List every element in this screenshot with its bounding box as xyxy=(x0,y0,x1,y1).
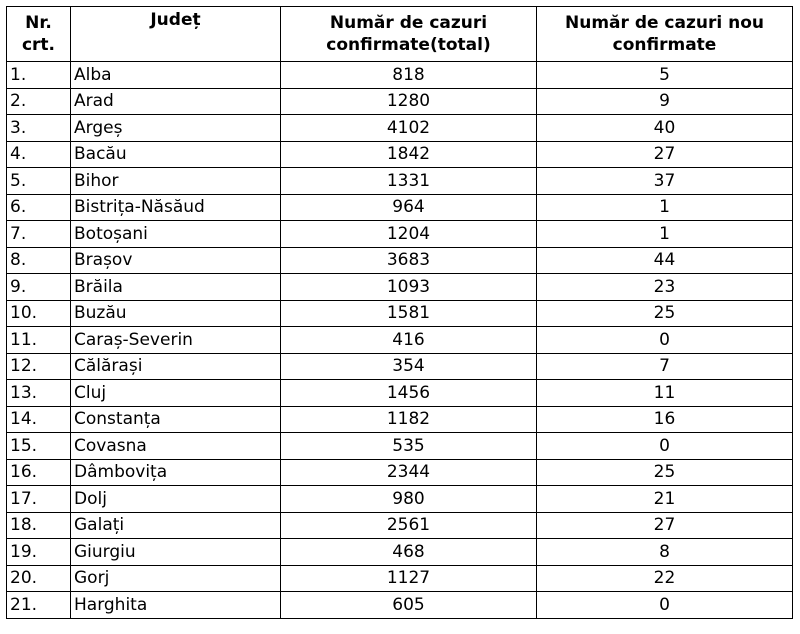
cell-judet: Argeș xyxy=(71,115,281,142)
table-row xyxy=(7,221,793,248)
table-row xyxy=(7,433,793,460)
cell-new-cases: 25 xyxy=(537,459,793,486)
cell-total-cases: 980 xyxy=(281,486,537,513)
header-new-cases xyxy=(537,7,793,62)
cell-nr: 5. xyxy=(7,168,71,195)
cell-new-cases: 25 xyxy=(537,300,793,327)
table-header xyxy=(7,7,793,62)
cell-new-cases: 9 xyxy=(537,88,793,115)
header-judet-label: Județ xyxy=(150,10,201,30)
cell-judet: Călărași xyxy=(71,353,281,380)
table-body xyxy=(7,62,793,619)
table-row xyxy=(7,274,793,301)
cell-nr: 9. xyxy=(7,274,71,301)
cell-total-cases: 1280 xyxy=(281,88,537,115)
cell-nr: 20. xyxy=(7,565,71,592)
cell-judet: Brașov xyxy=(71,247,281,274)
cell-judet: Gorj xyxy=(71,565,281,592)
cell-judet: Harghita xyxy=(71,592,281,619)
header-new-line-1: Număr de cazuri nou xyxy=(565,13,764,33)
header-row xyxy=(7,7,793,62)
cell-nr: 11. xyxy=(7,327,71,354)
cell-judet: Bacău xyxy=(71,141,281,168)
table-row xyxy=(7,406,793,433)
cell-new-cases: 8 xyxy=(537,539,793,566)
cell-total-cases: 1093 xyxy=(281,274,537,301)
cell-nr: 13. xyxy=(7,380,71,407)
cell-judet: Arad xyxy=(71,88,281,115)
cell-judet: Cluj xyxy=(71,380,281,407)
table-row xyxy=(7,168,793,195)
cell-total-cases: 2344 xyxy=(281,459,537,486)
cell-total-cases: 416 xyxy=(281,327,537,354)
cell-total-cases: 818 xyxy=(281,62,537,89)
header-total-cases xyxy=(281,7,537,62)
header-new-line-2: confirmate xyxy=(612,35,717,55)
cell-total-cases: 1127 xyxy=(281,565,537,592)
cell-total-cases: 1842 xyxy=(281,141,537,168)
cell-judet: Buzău xyxy=(71,300,281,327)
cell-judet: Galați xyxy=(71,512,281,539)
cell-nr: 4. xyxy=(7,141,71,168)
table-row xyxy=(7,512,793,539)
cell-new-cases: 23 xyxy=(537,274,793,301)
cell-new-cases: 37 xyxy=(537,168,793,195)
cell-nr: 15. xyxy=(7,433,71,460)
cell-judet: Constanța xyxy=(71,406,281,433)
cell-total-cases: 2561 xyxy=(281,512,537,539)
cell-new-cases: 44 xyxy=(537,247,793,274)
header-nr-line-1: Nr. xyxy=(25,13,52,33)
cell-new-cases: 1 xyxy=(537,221,793,248)
cell-new-cases: 0 xyxy=(537,327,793,354)
table-row xyxy=(7,565,793,592)
cell-total-cases: 1331 xyxy=(281,168,537,195)
cell-total-cases: 468 xyxy=(281,539,537,566)
header-total-line-1: Număr de cazuri xyxy=(329,13,488,33)
cell-nr: 19. xyxy=(7,539,71,566)
cell-total-cases: 964 xyxy=(281,194,537,221)
cell-judet: Bihor xyxy=(71,168,281,195)
cell-new-cases: 5 xyxy=(537,62,793,89)
table-row xyxy=(7,486,793,513)
table-row xyxy=(7,194,793,221)
cell-judet: Alba xyxy=(71,62,281,89)
header-judet xyxy=(71,7,281,62)
cell-judet: Covasna xyxy=(71,433,281,460)
cell-new-cases: 27 xyxy=(537,512,793,539)
cell-nr: 1. xyxy=(7,62,71,89)
table-row xyxy=(7,88,793,115)
cell-total-cases: 1182 xyxy=(281,406,537,433)
cell-judet: Dâmbovița xyxy=(71,459,281,486)
cell-total-cases: 1204 xyxy=(281,221,537,248)
cell-nr: 12. xyxy=(7,353,71,380)
table-row xyxy=(7,380,793,407)
cell-judet: Dolj xyxy=(71,486,281,513)
table-row xyxy=(7,115,793,142)
table-row xyxy=(7,300,793,327)
cell-new-cases: 21 xyxy=(537,486,793,513)
cell-total-cases: 3683 xyxy=(281,247,537,274)
cell-nr: 8. xyxy=(7,247,71,274)
table-row xyxy=(7,247,793,274)
cell-new-cases: 1 xyxy=(537,194,793,221)
cell-total-cases: 535 xyxy=(281,433,537,460)
cell-nr: 6. xyxy=(7,194,71,221)
cell-nr: 17. xyxy=(7,486,71,513)
table-row xyxy=(7,592,793,619)
cell-new-cases: 0 xyxy=(537,592,793,619)
cell-new-cases: 27 xyxy=(537,141,793,168)
cell-nr: 3. xyxy=(7,115,71,142)
cell-nr: 16. xyxy=(7,459,71,486)
cell-nr: 10. xyxy=(7,300,71,327)
cell-nr: 18. xyxy=(7,512,71,539)
cell-judet: Botoșani xyxy=(71,221,281,248)
cell-new-cases: 0 xyxy=(537,433,793,460)
cell-nr: 21. xyxy=(7,592,71,619)
cell-nr: 14. xyxy=(7,406,71,433)
cell-judet: Brăila xyxy=(71,274,281,301)
table-row xyxy=(7,459,793,486)
header-total-line-2: confirmate(total) xyxy=(326,35,491,55)
cell-total-cases: 1581 xyxy=(281,300,537,327)
cell-new-cases: 40 xyxy=(537,115,793,142)
cell-total-cases: 1456 xyxy=(281,380,537,407)
cell-total-cases: 354 xyxy=(281,353,537,380)
cell-total-cases: 4102 xyxy=(281,115,537,142)
table-row xyxy=(7,62,793,89)
header-nr-line-2: crt. xyxy=(21,35,56,55)
cell-new-cases: 22 xyxy=(537,565,793,592)
table-row xyxy=(7,141,793,168)
table-row xyxy=(7,353,793,380)
cell-nr: 7. xyxy=(7,221,71,248)
table-row xyxy=(7,539,793,566)
cell-new-cases: 7 xyxy=(537,353,793,380)
table-row xyxy=(7,327,793,354)
cell-judet: Giurgiu xyxy=(71,539,281,566)
covid-cases-table xyxy=(6,6,793,619)
cell-judet: Bistrița-Năsăud xyxy=(71,194,281,221)
header-nr-crt xyxy=(7,7,71,62)
cell-new-cases: 16 xyxy=(537,406,793,433)
cell-new-cases: 11 xyxy=(537,380,793,407)
cell-total-cases: 605 xyxy=(281,592,537,619)
cell-judet: Caraș-Severin xyxy=(71,327,281,354)
cell-nr: 2. xyxy=(7,88,71,115)
